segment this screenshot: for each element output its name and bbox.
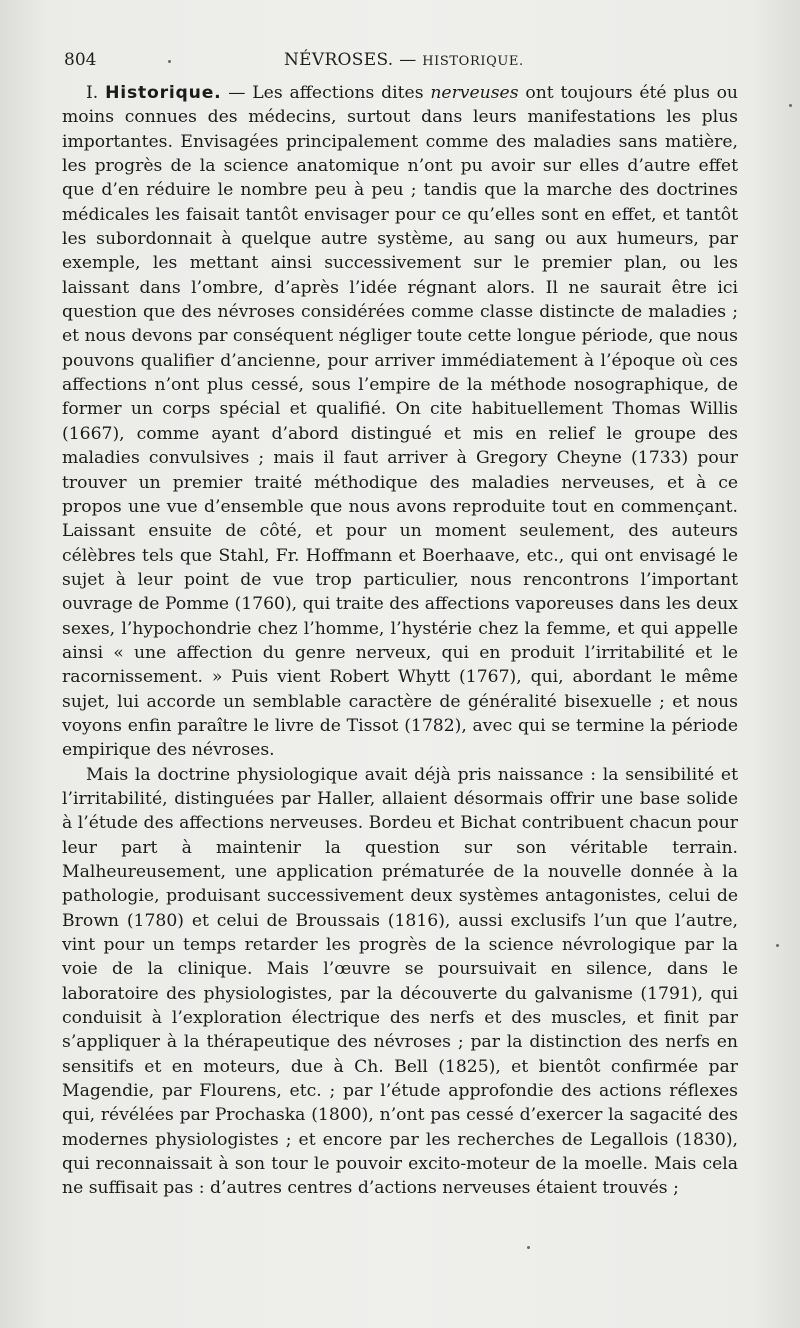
running-header — [64, 50, 736, 74]
emphasis-nerveuses: nerveuses — [430, 83, 519, 103]
running-title-sub: HISTORIQUE. — [422, 54, 524, 69]
page-number: 804 — [64, 50, 97, 70]
section-heading: Historique. — [105, 83, 222, 103]
print-speck — [776, 944, 779, 947]
running-title — [284, 50, 524, 70]
print-speck — [789, 104, 792, 107]
body-text — [62, 81, 738, 1201]
section-number: I. — [86, 83, 99, 103]
paragraph-1-start: Les affections dites — [252, 83, 431, 103]
paragraph-1-rest: ont toujours été plus ou moins connues des médecins, surtout dans leurs manifestations les plus importantes. Envisagées principalement comme des maladies sans matière, les progrès de la science anatomique n’ont pu avoir sur elles d’autre effet que d’en réduire le nombre peu à peu ; tandis que la marche des doctrines médicales les faisait tantôt envisager pour ce qu’elles sont en effet, et tantôt les subordonnait à quelque autre système, au sang ou aux humeurs, par exemple, les mettant ainsi successivement sur le premier plan, ou les laissant dans l’ombre, d’après l’idée régnant alors. Il ne saurait être ici question que des névroses considérées comme classe distincte de maladies ; et nous devons par conséquent négliger toute cette longue période, que nous pouvons qualifier d’ancienne, pour arriver immédiatement à l’époque où ces affections n’ont plus cessé, sous l’empire de la méthode nosographique, de former un corps spécial et qualifié. On cite habituellement Thomas Willis (1667), comme ayant d’abord distingué et mis en relief le groupe des maladies convulsives ; mais il faut arriver à Gregory Cheyne (1733) pour trouver un premier traité méthodique des maladies nerveuses, et à ce propos une vue d’ensemble que nous avons reproduite tout en commençant. Laissant ensuite de côté, et pour un moment seulement, des auteurs célèbres tels que Stahl, Fr. Hoffmann et Boerhaave, etc., qui ont envisagé le sujet à leur point de vue trop particulier, nous rencontrons l’important ouvrage de Pomme (1760), qui traite des affections vaporeuses dans les deux sexes, l’hypochondrie chez l’homme, l’hystérie chez la femme, et qui appelle ainsi « une affection du genre nerveux, qui en produit l’irritabilité et le racornissement. » Puis vient Robert Whytt (1767), qui, abordant le même sujet, lui accorde un semblable caractère de généralité bisexuelle ; et nous voyons enfin paraître le livre de Tissot (1782), avec qui se termine la période empirique des névroses. — [62, 83, 738, 761]
running-title-main: NÉVROSES. — — [284, 50, 417, 70]
print-speck — [168, 60, 171, 63]
paragraph-2: Mais la doctrine physiologique avait déjà pris naissance : la sensibilité et l’irritabilité, distinguées par Haller, allaient désormais offrir une base solide à l’étude des affections nerveuses. Bordeu et Bichat contribuent chacun pour leur part à maintenir la question sur son véritable terrain. Malheureusement, une application prématurée de la nouvelle donnée à la pathologie, produisant successivement deux systèmes antagonistes, celui de Brown (1780) et celui de Broussais (1816), aussi exclusifs l’un que l’autre, vint pour un temps retarder les progrès de la science névrologique par la voie de la clinique. Mais l’œuvre se poursuivait en silence, dans le laboratoire des physiologistes, par la découverte du galvanisme (1791), qui conduisit à l’exploration électrique des nerfs et des muscles, et finit par s’appliquer à la thérapeutique des névroses ; par la distinction des nerfs en sensitifs et en moteurs, due à Ch. Bell (1825), et bientôt confirmée par Magendie, par Flourens, etc. ; par l’étude approfondie des actions réflexes qui, révélées par Prochaska (1800), n’ont pas cessé d’exercer la sagacité des modernes physiologistes ; et encore par les recherches de Legallois (1830), qui reconnaissait à son tour le pouvoir excito-moteur de la moelle. Mais cela ne suffisait pas : d’autres centres d’actions nerveuses étaient trouvés ; — [62, 764, 738, 1199]
paragraph-1 — [62, 81, 738, 763]
print-speck — [527, 1246, 530, 1249]
heading-dash: — — [221, 83, 253, 103]
